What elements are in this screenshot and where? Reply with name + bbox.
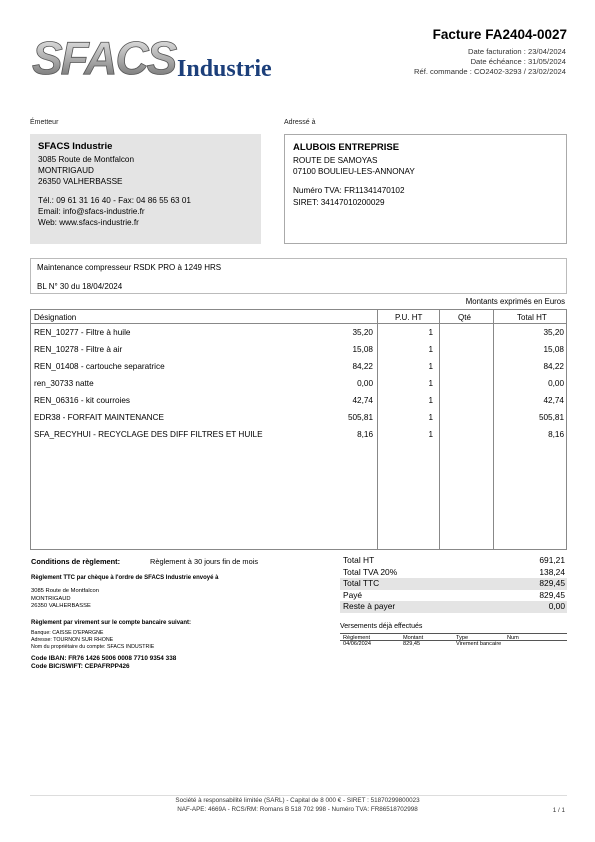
header-total: Total HT — [517, 313, 547, 322]
paid-label: Payé — [343, 589, 363, 600]
total-ttc-value: 829,45 — [539, 578, 565, 589]
cell-quantity: 1 — [428, 430, 433, 439]
remaining-value: 0,00 — [548, 601, 565, 612]
header-designation: Désignation — [34, 313, 77, 322]
total-tva-label: Total TVA 20% — [343, 566, 398, 577]
payment-amount: 829,45 — [403, 641, 421, 647]
cell-quantity: 1 — [428, 396, 433, 405]
conditions-label: Conditions de règlement: — [31, 557, 121, 566]
totals-table — [340, 555, 567, 613]
emitter-address-3: 26350 VALHERBASSE — [38, 177, 123, 187]
recipient-address-1: ROUTE DE SAMOYAS — [293, 156, 378, 165]
table-row — [31, 375, 566, 392]
cell-quantity: 1 — [428, 379, 433, 388]
emitter-address-2: MONTRIGAUD — [38, 166, 94, 176]
cheque-address — [31, 588, 99, 611]
cell-total: 8,16 — [548, 430, 564, 439]
remaining-label: Reste à payer — [343, 601, 396, 612]
cell-unit-price: 505,81 — [347, 413, 373, 422]
transfer-title: Règlement par virement sur le compte bancaire suivant: — [31, 620, 192, 626]
account-owner: Nom du propriétaire du compte: SFACS INDUSTRIE — [31, 644, 155, 651]
bank-address: Adresse: TOURNON SUR RHONE — [31, 637, 114, 644]
recipient-siret: SIRET: 34147010200029 — [293, 197, 385, 207]
currency-note: Montants exprimés en Euros — [465, 297, 565, 306]
logo-mark: SFACS — [32, 34, 176, 84]
cell-unit-price: 42,74 — [352, 396, 373, 405]
table-row — [31, 341, 566, 358]
due-date: Date échéance : 31/05/2024 — [470, 57, 566, 66]
table-row — [31, 409, 566, 426]
emitter-address-1: 3085 Route de Montfalcon — [38, 155, 135, 164]
page-number: 1 / 1 — [552, 807, 565, 814]
table-row — [31, 392, 566, 409]
cell-quantity: 1 — [428, 345, 433, 354]
payments-section — [340, 623, 567, 648]
total-ht-row — [340, 555, 567, 567]
cell-unit-price: 15,08 — [352, 345, 373, 354]
order-reference: Réf. commande : CO2402-3293 / 23/02/2024 — [414, 67, 566, 76]
note-line-2: BL N° 30 du 18/04/2024 — [37, 282, 123, 291]
emitter-label: Émetteur — [30, 119, 59, 126]
cell-unit-price: 84,22 — [352, 362, 373, 371]
payments-title: Versements déjà effectués — [340, 623, 423, 630]
note-line-1: Maintenance compresseur RSDK PRO à 1249 HRS — [37, 263, 222, 272]
cheque-address-3: 26350 VALHERBASSE — [31, 603, 91, 610]
cell-designation: REN_10278 - Filtre à air — [34, 345, 123, 354]
cell-designation: EDR38 - FORFAIT MAINTENANCE — [34, 413, 164, 422]
cheque-title: Règlement TTC par chèque à l'ordre de SFACS Industrie envoyé à — [31, 575, 219, 581]
paid-row — [340, 590, 567, 602]
cell-quantity: 1 — [428, 362, 433, 371]
cell-unit-price: 8,16 — [357, 430, 373, 439]
iban: Code IBAN: FR76 1426 5006 0008 7710 9354 338 — [31, 655, 177, 662]
bank-details — [31, 630, 154, 652]
bank-name: Banque: CAISSE D'EPARGNE — [31, 630, 104, 636]
cell-total: 35,20 — [543, 328, 564, 337]
total-tva-row — [340, 567, 567, 579]
recipient-box — [284, 134, 567, 244]
total-ttc-label: Total TTC — [343, 578, 380, 589]
bic: Code BIC/SWIFT: CEPAFRPP426 — [31, 663, 130, 670]
cell-unit-price: 35,20 — [352, 328, 373, 337]
total-ht-value: 691,21 — [539, 555, 565, 565]
table-row — [31, 426, 566, 443]
recipient-address-2: 07100 BOULIEU-LES-ANNONAY — [293, 167, 415, 177]
footer-divider — [30, 795, 567, 796]
cheque-address-2: MONTRIGAUD — [31, 595, 71, 602]
note-box — [30, 258, 567, 294]
cell-total: 0,00 — [548, 379, 564, 388]
cell-quantity: 1 — [428, 328, 433, 337]
emitter-phone: Tél.: 09 61 31 16 40 - Fax: 04 86 55 63 01 — [38, 195, 191, 205]
remaining-row — [340, 601, 567, 613]
total-tva-value: 138,24 — [539, 566, 565, 577]
cell-designation: REN_10277 - Filtre à huile — [34, 328, 131, 337]
cell-total: 15,08 — [543, 345, 564, 354]
header-quantity: Qté — [458, 313, 471, 322]
header-unit-price: P.U. HT — [395, 313, 423, 322]
emitter-box — [30, 134, 261, 244]
emitter-name: SFACS Industrie — [38, 141, 113, 152]
cell-designation: REN_01408 - cartouche separatrice — [34, 362, 165, 371]
total-ht-label: Total HT — [343, 555, 375, 565]
cell-total: 84,22 — [543, 362, 564, 371]
cell-designation: ren_30733 natte — [34, 379, 94, 388]
payments-header-type: Type — [456, 634, 469, 641]
cell-unit-price: 0,00 — [357, 379, 373, 388]
payments-header-amount: Montant — [403, 634, 424, 641]
bank-codes — [31, 655, 176, 671]
footer-legal-1: Société à responsabilité limitée (SARL) - Capital de 8 000 € - SIRET : 51870299800023 — [175, 797, 420, 804]
recipient-name: ALUBOIS ENTREPRISE — [293, 142, 400, 153]
payment-type: Virement bancaire — [456, 641, 502, 647]
payments-header-settlement: Règlement — [343, 634, 371, 641]
paid-value: 829,45 — [539, 589, 565, 600]
logo-word: Industrie — [177, 56, 272, 82]
cell-total: 505,81 — [538, 413, 564, 422]
cell-quantity: 1 — [428, 413, 433, 422]
table-row — [31, 358, 566, 375]
payment-row — [340, 641, 567, 649]
invoice-title: Facture FA2404-0027 — [432, 27, 567, 42]
cell-total: 42,74 — [543, 396, 564, 405]
company-logo — [32, 34, 292, 84]
recipient-vat: Numéro TVA: FR11341470102 — [293, 186, 405, 196]
emitter-email: Email: info@sfacs-industrie.fr — [38, 206, 145, 216]
payment-settlement: 04/06/2024 — [343, 641, 371, 647]
emitter-web: Web: www.sfacs-industrie.fr — [38, 218, 139, 228]
footer-legal-2: NAF-APE: 4669A - RCS/RM: Romans B 518 702 998 - Numéro TVA: FR86518702998 — [177, 806, 418, 813]
payments-header — [340, 633, 567, 641]
payments-header-num: Num — [507, 634, 519, 641]
invoice-lines-table — [30, 309, 567, 550]
invoice-date: Date facturation : 23/04/2024 — [468, 47, 566, 56]
cell-designation: REN_06316 - kit courroies — [34, 396, 131, 405]
conditions-value: Règlement à 30 jours fin de mois — [150, 557, 259, 566]
table-row — [31, 324, 566, 341]
table-header — [31, 310, 566, 324]
cheque-address-1: 3085 Route de Montfalcon — [31, 588, 100, 594]
recipient-label: Adressé à — [284, 119, 316, 126]
total-ttc-row — [340, 578, 567, 590]
cell-designation: SFA_RECYHUI - RECYCLAGE DES DIFF FILTRES ET HUILE — [34, 430, 263, 439]
